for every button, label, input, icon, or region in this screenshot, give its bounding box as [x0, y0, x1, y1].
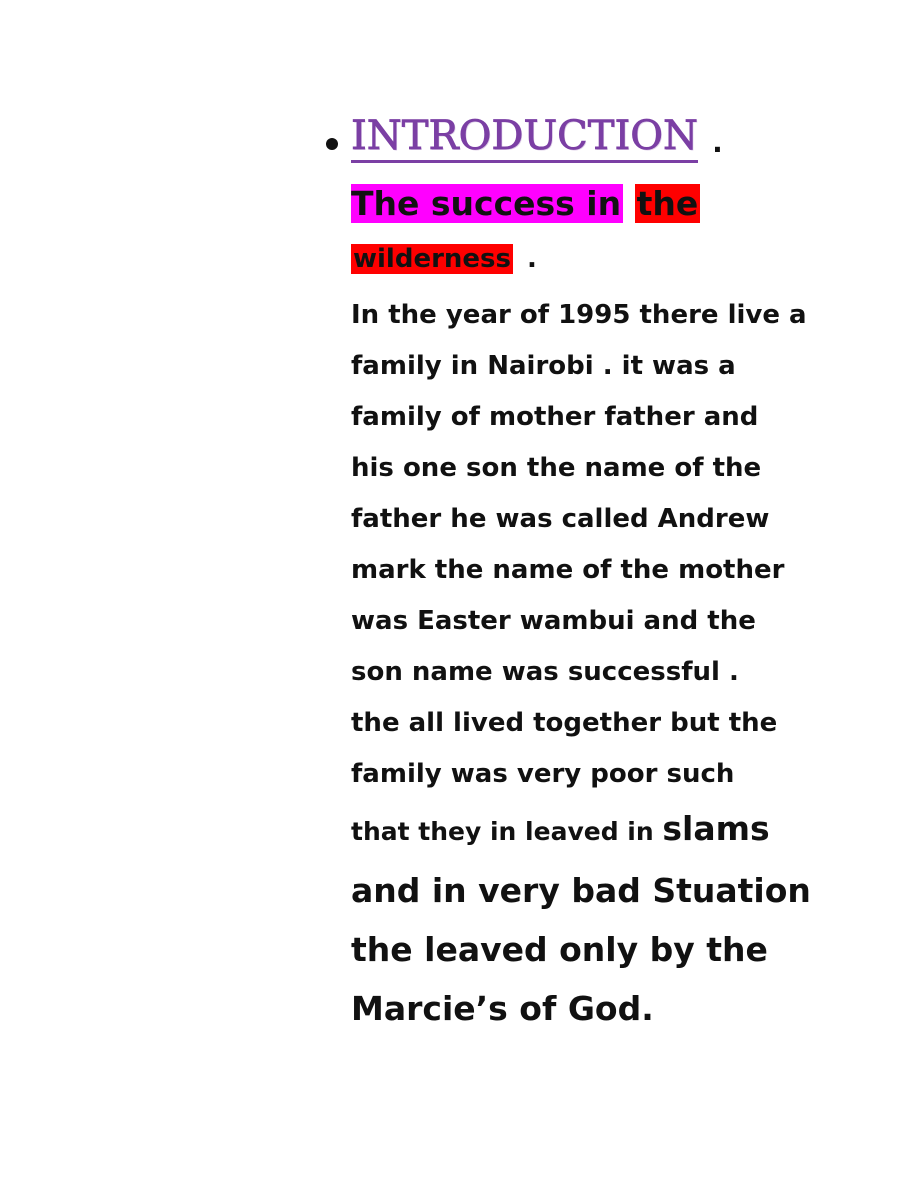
body-line-mixed — [351, 800, 851, 861]
body-paragraph — [351, 290, 851, 1038]
mixed-small-text: that they in leaved in — [351, 817, 663, 846]
body-line: family of mother father and — [351, 402, 759, 432]
body-line: In the year of 1995 there live a — [351, 300, 807, 330]
subtitle-punctuation: . — [527, 244, 537, 274]
bullet-point — [326, 138, 338, 150]
heading-line — [351, 112, 723, 168]
body-line: his one son the name of the — [351, 453, 762, 483]
subtitle-highlight-red: the — [636, 184, 699, 223]
body-line: family was very poor such — [351, 759, 735, 789]
heading-introduction: INTRODUCTION — [351, 112, 698, 163]
body-line: the all lived together but the — [351, 708, 778, 738]
body-line: was Easter wambui and the — [351, 606, 756, 636]
subtitle — [351, 178, 831, 282]
body-line: son name was successful . — [351, 657, 739, 687]
heading-punctuation: . — [712, 126, 723, 159]
subtitle-highlight-red-2: wilderness — [353, 244, 512, 274]
body-line: family in Nairobi . it was a — [351, 351, 736, 381]
body-line-large: Marcie’s of God. — [351, 989, 654, 1028]
subtitle-highlight-magenta: The success in — [351, 184, 622, 223]
body-line-large: the leaved only by the — [351, 930, 768, 969]
subtitle-line-1 — [351, 178, 831, 230]
body-line: mark the name of the mother — [351, 555, 785, 585]
subtitle-line-2 — [351, 236, 831, 282]
body-line: father he was called Andrew — [351, 504, 770, 534]
mixed-large-text: slams — [662, 809, 770, 848]
body-line-large: and in very bad Stuation — [351, 871, 811, 910]
